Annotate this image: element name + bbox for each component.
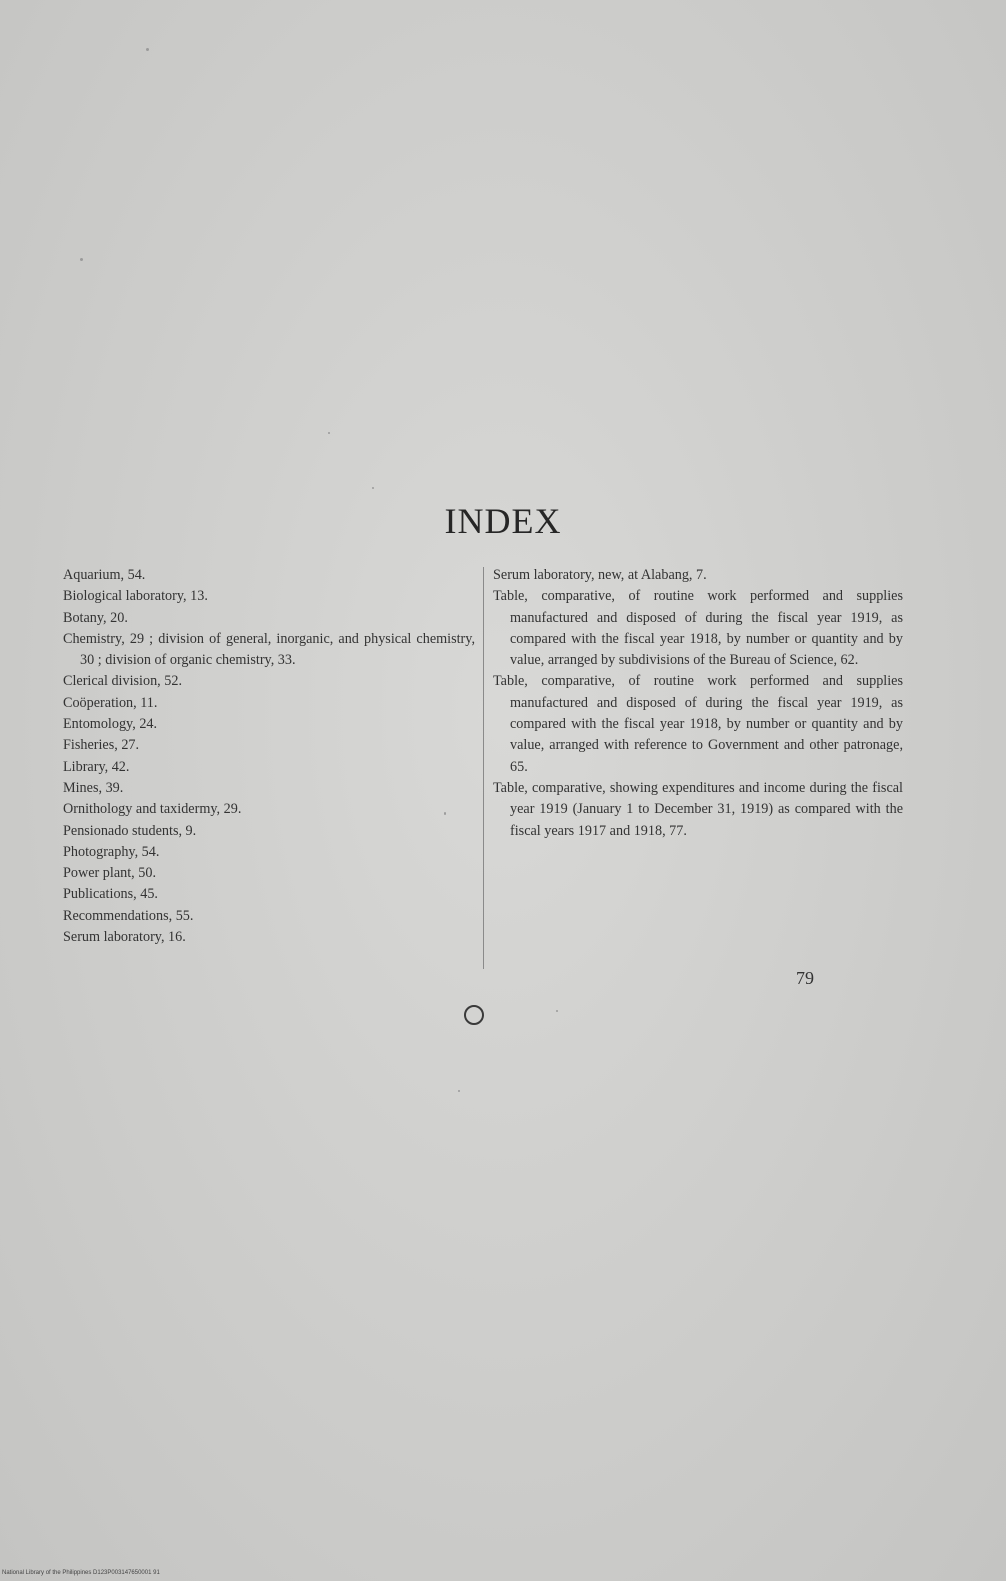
paper-speck — [372, 487, 374, 489]
page-title: INDEX — [444, 501, 562, 541]
index-entry: Biological laboratory, 13. — [63, 588, 208, 605]
index-entry: Aquarium, 54. — [63, 567, 146, 583]
paper-speck — [146, 48, 149, 51]
index-entry: Botany, 20. — [63, 609, 128, 626]
paper-speck — [556, 1010, 558, 1012]
index-entry: Coöperation, 11. — [63, 694, 158, 711]
index-entry: Mines, 39. — [63, 779, 124, 796]
index-column-left — [63, 565, 475, 948]
index-entry: Pensionado students, 9. — [63, 822, 197, 839]
index-entry: Table, comparative, of routine work performed and supplies manufactured and disposed of during the fiscal year 1919, as compared with the fiscal year 1918, by number or quantity and by value, arranged with reference to Government and other patronage, 65. — [493, 673, 903, 775]
circle-mark-icon — [464, 1005, 484, 1025]
index-entry: Table, comparative, of routine work performed and supplies manufactured and disposed of during the fiscal year 1919, as compared with the fiscal year 1918, by number or quantity and by value, arranged by subdivisions of the Bureau of Science, 62. — [493, 588, 903, 669]
paper-speck — [458, 1090, 460, 1092]
paper-speck — [80, 258, 83, 261]
column-divider — [483, 567, 484, 969]
paper-speck — [444, 812, 446, 815]
footer-text: National Library of the Philippines D123P003147650001 91 — [2, 1570, 160, 1576]
index-entry: Clerical division, 52. — [63, 673, 183, 690]
index-entry: Recommendations, 55. — [63, 907, 194, 924]
index-entry: Serum laboratory, new, at Alabang, 7. — [493, 567, 707, 583]
index-entry: Publications, 45. — [63, 886, 158, 903]
paper-speck — [328, 432, 330, 434]
index-entry: Chemistry, 29 ; division of general, inorganic, and physical chemistry, 30 ; division of organic chemistry, 33. — [63, 630, 475, 669]
index-entry: Serum laboratory, 16. — [63, 929, 186, 946]
index-entry: Photography, 54. — [63, 843, 160, 860]
index-column-right — [493, 565, 903, 842]
index-entry: Library, 42. — [63, 758, 130, 775]
index-entry: Fisheries, 27. — [63, 737, 140, 754]
index-entry: Ornithology and taxidermy, 29. — [63, 801, 242, 818]
index-entry: Power plant, 50. — [63, 865, 156, 882]
index-entry: Entomology, 24. — [63, 716, 158, 733]
index-entry: Table, comparative, showing expenditures and income during the fiscal year 1919 (January 1 to December 31, 1919) as compared with the fiscal years 1917 and 1918, 77. — [493, 779, 903, 839]
page-number: 79 — [796, 968, 814, 988]
